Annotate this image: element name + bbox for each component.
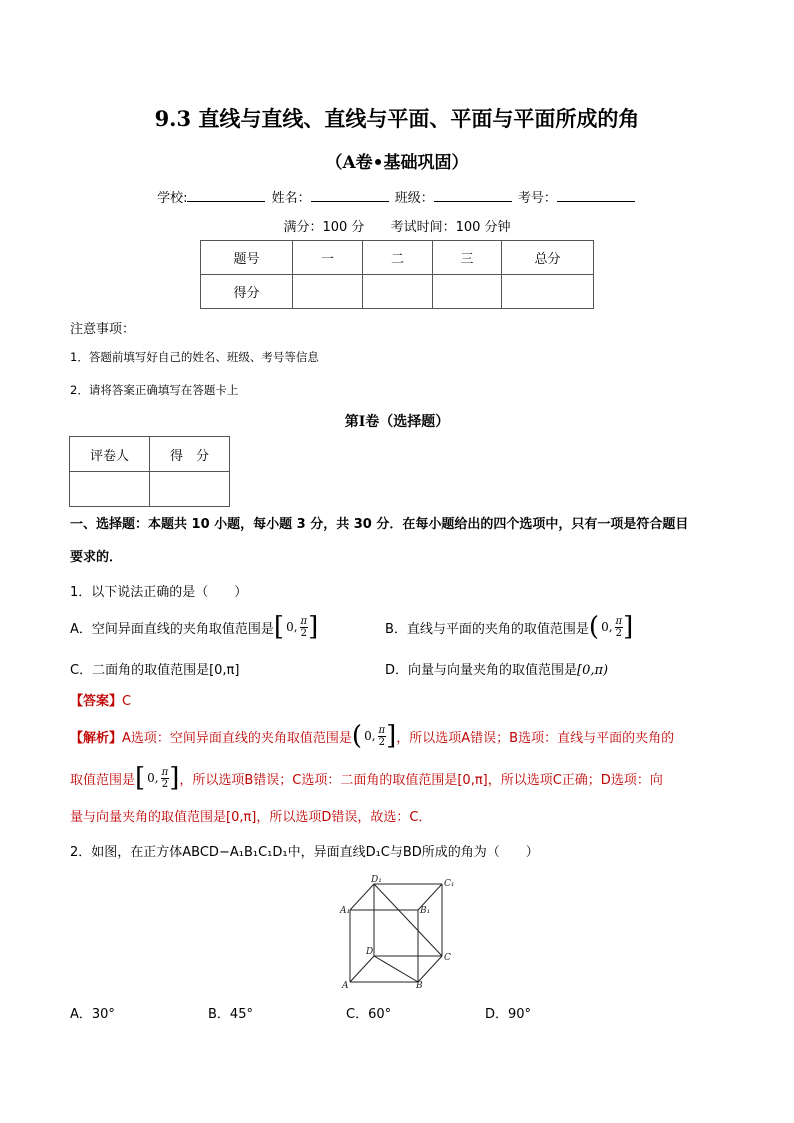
score-row-label: 得分 xyxy=(201,275,293,309)
q2-option-b[interactable]: B．45° xyxy=(208,1007,253,1022)
school-field[interactable] xyxy=(187,189,265,202)
label-b1: B₁ xyxy=(420,906,431,916)
score-cell[interactable] xyxy=(293,275,363,309)
student-info-line xyxy=(0,187,794,206)
q1-analysis-line3: 量与向量夹角的取值范围是[0,π]，所以选项D错误，故选：C． xyxy=(70,810,432,825)
answer-label: 【答案】 xyxy=(70,694,123,709)
note-item: 2．请将答案正确填写在答题卡上 xyxy=(70,383,239,397)
grader-cell[interactable] xyxy=(150,472,230,507)
pi-over-2: $\frac{\pi}{2}$ xyxy=(300,615,308,639)
q1-stem: 1．以下说法正确的是（ ） xyxy=(70,585,248,600)
q1-answer xyxy=(70,690,131,709)
analysis-label: 【解析】 xyxy=(70,730,123,746)
label-d1: D₁ xyxy=(371,875,382,885)
q2-option-a[interactable]: A．30° xyxy=(70,1007,115,1022)
name-label: 姓名： xyxy=(271,191,311,206)
cube-figure xyxy=(338,872,458,990)
interval-open-closed: ( 0, $\frac{\pi}{2}$ ] xyxy=(588,612,634,642)
score-cell[interactable] xyxy=(363,275,433,309)
note-item: 1．答题前填写好自己的姓名、班级、考号等信息 xyxy=(70,350,319,364)
label-c: C xyxy=(444,953,451,963)
score-table xyxy=(200,240,594,309)
number-label: 考号： xyxy=(517,191,557,206)
score-header-cell: 二 xyxy=(363,241,433,275)
q1-option-d[interactable] xyxy=(385,659,608,678)
score-table-header-row xyxy=(201,241,594,275)
grader-header-cell: 评卷人 xyxy=(70,437,150,472)
label-a1: A₁ xyxy=(340,906,351,916)
grader-cell[interactable] xyxy=(70,472,150,507)
notes-title: 注意事项： xyxy=(70,322,136,337)
interval-open-closed: ( 0, $\frac{\pi}{2}$ ] xyxy=(351,721,397,751)
page-subtitle: （A卷•基础巩固） xyxy=(325,153,469,173)
q1-option-b-text: B．直线与平面的夹角的取值范围是 xyxy=(385,621,589,637)
q1-option-d-text: D．向量与向量夹角的取值范围是 xyxy=(385,663,578,678)
score-cell[interactable] xyxy=(433,275,502,309)
part1-heading-cont: 要求的． xyxy=(70,550,123,565)
pi-over-2: $\frac{\pi}{2}$ xyxy=(378,724,386,748)
pi-over-2: $\frac{\pi}{2}$ xyxy=(615,615,623,639)
page-title: 9.3 直线与直线、直线与平面、平面与平面所成的角 xyxy=(154,106,640,131)
score-cell[interactable] xyxy=(502,275,594,309)
answer-value: C xyxy=(122,694,132,709)
grader-header-cell: 得 分 xyxy=(150,437,230,472)
label-b: B xyxy=(416,981,423,990)
part1-heading: 一、选择题：本题共 10 小题，每小题 3 分，共 30 分．在每小题给出的四个选项中，只有一项是符合题目 xyxy=(70,517,689,532)
grader-table xyxy=(69,436,230,507)
school-label: 学校: xyxy=(157,191,188,206)
q1-option-d-interval: [0,π) xyxy=(577,663,609,678)
q2-option-d[interactable]: D．90° xyxy=(485,1007,532,1022)
q2-option-c[interactable]: C．60° xyxy=(346,1007,392,1022)
q1-option-c[interactable]: C．二面角的取值范围是[0,π] xyxy=(70,663,240,678)
label-a: A xyxy=(342,981,349,990)
full-score: 满分：100 分 xyxy=(283,220,365,235)
number-field[interactable] xyxy=(557,189,635,202)
q1-option-a[interactable] xyxy=(70,612,318,642)
class-label: 班级： xyxy=(394,191,434,206)
exam-meta xyxy=(0,216,794,235)
q1-option-b[interactable] xyxy=(385,612,633,642)
section-title: 第Ⅰ卷（选择题） xyxy=(344,414,450,430)
score-header-cell: 总分 xyxy=(502,241,594,275)
q1-analysis-line1: 【解析】 A选项：空间异面直线的夹角取值范围是 ( 0, $\frac{\pi}{2}$ ] ，所以选项A错误；B选项：直线与平面的夹角的 xyxy=(70,721,675,751)
grader-header-row xyxy=(70,437,230,472)
grader-row xyxy=(70,472,230,507)
score-header-cell: 题号 xyxy=(201,241,293,275)
score-header-cell: 三 xyxy=(433,241,502,275)
interval-closed: [ 0, $\frac{\pi}{2}$ ] xyxy=(135,763,180,793)
name-field[interactable] xyxy=(311,189,389,202)
class-field[interactable] xyxy=(434,189,512,202)
score-table-row xyxy=(201,275,594,309)
label-c1: C₁ xyxy=(444,879,455,889)
q1-option-a-text: A．空间异面直线的夹角取值范围是 xyxy=(70,621,274,637)
pi-over-2: $\frac{\pi}{2}$ xyxy=(161,766,169,790)
q2-stem: 2．如图，在正方体ABCD−A₁B₁C₁D₁中，异面直线D₁C与BD所成的角为（ ） xyxy=(70,845,539,860)
label-d: D xyxy=(366,947,374,957)
interval-closed: [ 0, $\frac{\pi}{2}$ ] xyxy=(273,612,319,642)
exam-time: 考试时间：100 分钟 xyxy=(390,220,511,235)
q1-analysis-line2: 取值范围是 [ 0, $\frac{\pi}{2}$ ] ，所以选项B错误；C选项：二面角的取值范围是[0,π]，所以选项C正确；D选项：向 xyxy=(70,763,663,793)
score-header-cell: 一 xyxy=(293,241,363,275)
